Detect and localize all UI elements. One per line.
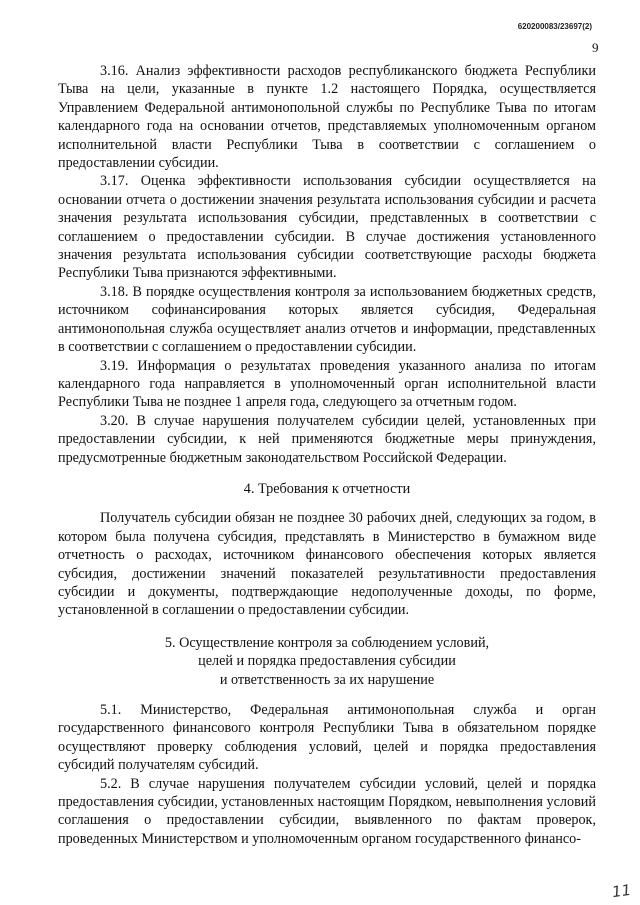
section-5-heading-line-2: целей и порядка предоставления субсидии <box>198 653 456 670</box>
page-number: 9 <box>592 40 599 55</box>
paragraph-3-19: 3.19. Информация о результатах проведения указанного анализа по итогам календарного года направляется в уполномоченный орган исполнительной власти Республики Тыва не позднее 1 апреля года, следующего за отчетным годом. <box>58 357 596 411</box>
document-id: 620200083/23697(2) <box>517 22 592 31</box>
paragraph-3-18: 3.18. В порядке осуществления контроля за использованием бюджетных средств, источником софинансирования которых является субсидия, Федеральная антимонопольная служба осуществляет анализ отчетов и информации, представленных в соответствии с соглашением о предоставлении субсидии. <box>58 283 596 356</box>
section-5-heading-line-3: и ответственность за их нарушение <box>219 671 435 688</box>
paragraph-5-2: 5.2. В случае нарушения получателем субсидии условий, целей и порядка предоставления субсидии, установленных настоящим Порядком, невыполнения условий соглашения о предоставлении субсидии, выявленного по фактам проверок, проведенных Министерством и уполномоченным органом государственного финансо- <box>58 775 596 847</box>
paragraph-3-20: 3.20. В случае нарушения получателем субсидии целей, установленных при предоставлении субсидии, к ней применяются бюджетные меры принуждения, предусмотренные бюджетным законодательством Российской Федерации. <box>58 412 596 466</box>
section-5-heading-line-1: 5. Осуществление контроля за соблюдением условий, <box>164 634 490 651</box>
document-body <box>58 62 596 848</box>
section-4-heading: 4. Требования к отчетности <box>243 480 411 497</box>
paragraph-3-17: 3.17. Оценка эффективности использования субсидии осуществляется на основании отчета о достижении значения результата использования субсидии и расчета значения результата использования субсидии, представленных в соответствии с соглашением о предоставлении субсидии. В случае достижения установленного значения результата использования субсидии соответствующие расходы бюджета Республики Тыва признаются эффективными. <box>58 173 596 282</box>
paragraph-section-4: Получатель субсидии обязан не позднее 30 рабочих дней, следующих за годом, в котором была получена субсидия, представлять в Министерство в бумажном виде отчетность о расходах, источником финансового обеспечения которых является субсидия, достижении значений показателей результативности предоставления субсидии и документы, подтверждающие недополученные доходы, по форме, установленной в соглашении о предоставлении субсидии. <box>58 510 596 619</box>
paragraph-3-16: 3.16. Анализ эффективности расходов республиканского бюджета Республики Тыва на цели, указанные в пункте 1.2 настоящего Порядка, осуществляется Управлением Федеральной антимонопольной службы по Республике Тыва по итогам календарного года на основании отчетов, представляемых уполномоченным органом исполнительной власти Республики Тыва в соответствии с соглашением о предоставлении субсидии. <box>58 63 596 172</box>
section-5-heading <box>58 634 596 689</box>
paragraph-5-1: 5.1. Министерство, Федеральная антимонопольная служба и орган государственного финансового контроля Республики Тыва в обязательном порядке осуществляют проверку соблюдения условий, целей и порядка предоставления субсидий получателям субсидий. <box>58 702 596 774</box>
handwritten-page-mark: 11 <box>610 880 633 902</box>
